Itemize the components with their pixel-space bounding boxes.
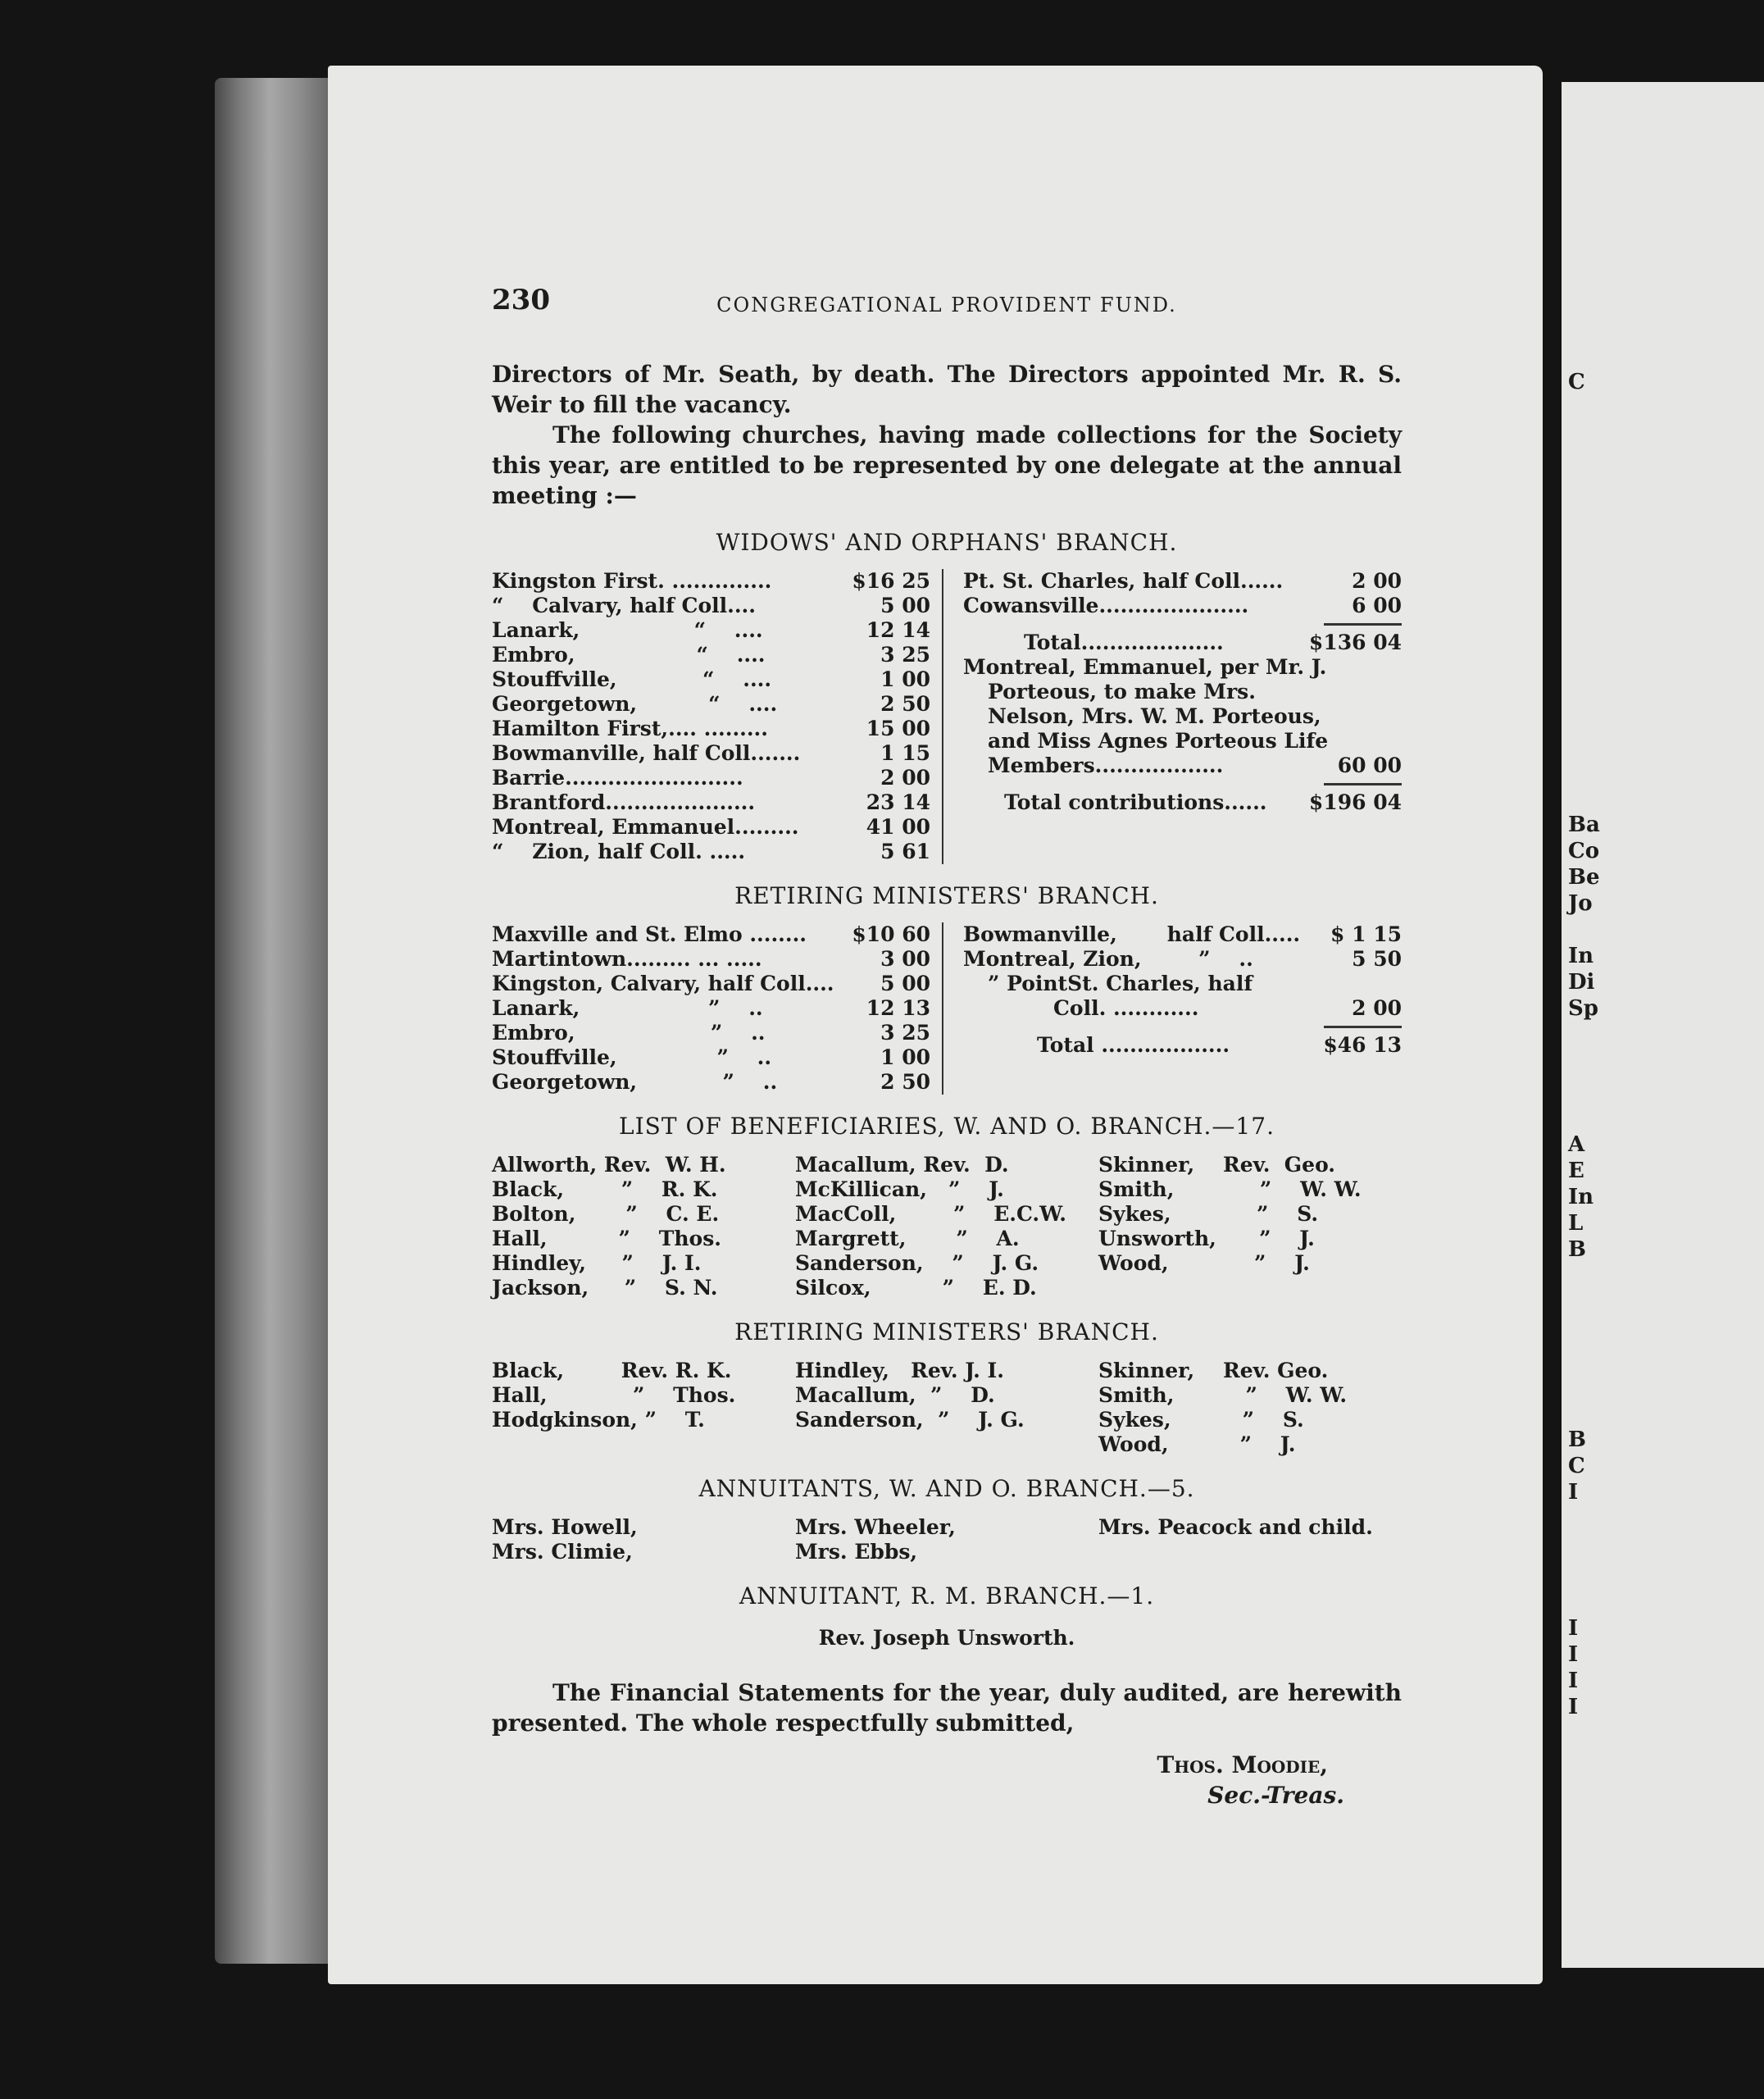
wo-right-list — [963, 569, 1402, 618]
rule — [1324, 1026, 1402, 1028]
wo-left-church: Montreal, Emmanuel......... — [492, 815, 799, 839]
facing-page-fragment: B — [1568, 1427, 1586, 1452]
rm-left-church: Maxville and St. Elmo ........ — [492, 922, 807, 946]
ben-rm-name: Macallum, ” D. — [795, 1383, 995, 1407]
wo-left-church: Stouffville, “ .... — [492, 667, 772, 691]
rm-left-amount: 12 13 — [866, 996, 930, 1020]
ben-wo-list — [492, 1153, 1402, 1300]
ben-rm-name: Wood, ” J. — [1098, 1432, 1296, 1456]
wo-grand-amount: $196 04 — [1308, 790, 1402, 814]
ben-wo-name: Hindley, ” J. I. — [492, 1251, 702, 1275]
wo-left-church: “ Calvary, half Coll.... — [492, 594, 756, 617]
rm-right-column — [943, 922, 1402, 1095]
ben-rm-name: Skinner, Rev. Geo. — [1098, 1359, 1329, 1382]
wo-left-church: “ Zion, half Coll. ..... — [492, 840, 746, 863]
rm-left-column — [492, 922, 943, 1095]
wo-contributions — [492, 569, 1402, 864]
facing-page-edge — [1562, 82, 1764, 1968]
rm-right-amount: 5 50 — [1352, 947, 1402, 971]
rm-contributions — [492, 922, 1402, 1095]
wo-right-amount: 2 00 — [1352, 569, 1402, 593]
rm-left-amount: 3 25 — [880, 1021, 930, 1045]
rm-total-amount: $46 13 — [1323, 1033, 1402, 1057]
closing-paragraph: The Financial Statements for the year, duly audited, are herewith presented. The whole respectfully submitted, — [492, 1679, 1402, 1737]
ann-wo-name: Mrs. Howell, — [492, 1515, 638, 1539]
ben-wo-name: Sykes, ” S. — [1098, 1202, 1319, 1226]
wo-left-amount: 2 50 — [880, 692, 930, 716]
wo-left-row — [492, 692, 930, 717]
facing-page-fragment: L — [1568, 1211, 1584, 1236]
rm-right3-a: ” PointSt. Charles, half — [988, 972, 1253, 995]
wo-left-amount: 41 00 — [866, 815, 930, 839]
signature-title: Sec.-Treas. — [1207, 1782, 1344, 1809]
wo-grand-label: Total contributions...... — [1004, 790, 1267, 814]
wo-left-row — [492, 766, 930, 790]
rm-right3-amount: 2 00 — [1352, 996, 1402, 1020]
facing-page-fragment: C — [1568, 370, 1585, 394]
running-head: CONGREGATIONAL PROVIDENT FUND. — [716, 294, 1177, 316]
facing-page-fragment: Ba — [1568, 813, 1600, 837]
wo-left-church: Barrie......................... — [492, 766, 743, 790]
wo-left-row — [492, 569, 930, 594]
ben-wo-name: Bolton, ” C. E. — [492, 1202, 720, 1226]
page-header — [492, 285, 1402, 359]
facing-page-fragment: Jo — [1568, 891, 1593, 916]
rm-left-row — [492, 1070, 930, 1095]
wo-left-church: Kingston First. .............. — [492, 569, 772, 593]
rm-right3-b: Coll. ............ — [1053, 996, 1199, 1020]
wo-left-row — [492, 667, 930, 692]
wo-left-amount: $16 25 — [852, 569, 930, 593]
wo-left-row — [492, 790, 930, 815]
rm-total-row — [963, 1033, 1402, 1058]
book-page — [328, 66, 1543, 1984]
ben-wo-name: Allworth, Rev. W. H. — [492, 1153, 726, 1177]
rm-left-row — [492, 922, 930, 947]
facing-page-fragment: Di — [1568, 970, 1595, 995]
rm-right-row — [963, 922, 1402, 947]
ben-rm-name: Hall, ” Thos. — [492, 1383, 736, 1407]
ben-wo-heading: LIST OF BENEFICIARIES, W. AND O. BRANCH.—17. — [619, 1113, 1275, 1140]
rm-left-amount: 3 00 — [880, 947, 930, 971]
wo-left-row — [492, 741, 930, 766]
facing-page-fragment: I — [1568, 1669, 1579, 1693]
ben-wo-name: Sanderson, ” J. G. — [795, 1251, 1039, 1275]
facing-page-fragment: In — [1568, 944, 1594, 968]
wo-left-amount: 2 00 — [880, 766, 930, 790]
wo-left-amount: 5 61 — [880, 840, 930, 863]
ben-rm-list — [492, 1359, 1402, 1457]
ann-wo-name: Mrs. Wheeler, — [795, 1515, 956, 1539]
page-content — [492, 285, 1402, 1810]
wo-special-row — [963, 655, 1402, 778]
ben-wo-name: Silcox, ” E. D. — [795, 1276, 1037, 1300]
facing-page-fragment: B — [1568, 1237, 1586, 1262]
rm-left-amount: $10 60 — [852, 922, 930, 946]
rm-left-row — [492, 972, 930, 996]
rm-right-amount: $ 1 15 — [1330, 922, 1402, 946]
facing-page-fragment: Co — [1568, 839, 1600, 863]
ben-rm-name: Black, Rev. R. K. — [492, 1359, 732, 1382]
wo-left-church: Bowmanville, half Coll....... — [492, 741, 801, 765]
intro-paragraph-2: The following churches, having made collections for the Society this year, are entitled to be represented by one delegate at the annual meeting :— — [492, 421, 1402, 509]
wo-left-church: Brantford..................... — [492, 790, 756, 814]
facing-page-fragment: In — [1568, 1185, 1594, 1209]
facing-page-fragment: I — [1568, 1642, 1579, 1667]
rm-left-church: Martintown......... ... ..... — [492, 947, 762, 971]
wo-left-church: Hamilton First,.... ......... — [492, 717, 768, 740]
wo-right-column — [943, 569, 1402, 864]
ben-rm-name — [492, 1432, 795, 1457]
ben-wo-name: Macallum, Rev. D. — [795, 1153, 1009, 1177]
ann-wo-name: Mrs. Peacock and child. — [1098, 1515, 1373, 1539]
rm-right3-row — [963, 996, 1402, 1021]
ben-wo-name: Skinner, Rev. Geo. — [1098, 1153, 1336, 1177]
rm-right-row — [963, 947, 1402, 972]
rm-left-church: Kingston, Calvary, half Coll.... — [492, 972, 834, 995]
wo-right-row — [963, 594, 1402, 618]
facing-page-fragment: C — [1568, 1454, 1585, 1478]
rule — [1324, 623, 1402, 626]
ben-wo-name: Margrett, ” A. — [795, 1227, 1020, 1250]
facing-page-fragment: I — [1568, 1695, 1579, 1719]
rm-left-church: Georgetown, ” .. — [492, 1070, 778, 1094]
rm-left-row — [492, 947, 930, 972]
ben-rm-name: Hindley, Rev. J. I. — [795, 1359, 1004, 1382]
rm-heading: RETIRING MINISTERS' BRANCH. — [734, 882, 1159, 909]
wo-left-amount: 1 15 — [880, 741, 930, 765]
rm-left-row — [492, 996, 930, 1021]
wo-left-column — [492, 569, 943, 864]
wo-left-row — [492, 643, 930, 667]
rm-right-church: Bowmanville, half Coll..... — [963, 922, 1301, 946]
ann-wo-list — [492, 1515, 1402, 1564]
rm-left-amount: 2 50 — [880, 1070, 930, 1094]
wo-left-church: Lanark, “ .... — [492, 618, 763, 642]
rm-left-row — [492, 1021, 930, 1045]
signature: Thos. Moodie, — [1157, 1751, 1328, 1778]
facing-page-fragment: Be — [1568, 865, 1600, 890]
ben-rm-name: Hodgkinson, ” T. — [492, 1408, 705, 1432]
rm-left-row — [492, 1045, 930, 1070]
wo-special-amount: 60 00 — [1337, 754, 1402, 777]
ben-wo-name: Jackson, ” S. N. — [492, 1276, 718, 1300]
wo-right-row — [963, 569, 1402, 594]
wo-left-amount: 1 00 — [880, 667, 930, 691]
ben-wo-name — [1098, 1276, 1402, 1300]
facing-page-fragment: E — [1568, 1159, 1584, 1183]
rule — [1324, 783, 1402, 785]
wo-right-amount: 6 00 — [1352, 594, 1402, 617]
wo-left-amount: 12 14 — [866, 618, 930, 642]
rm-left-church: Embro, ” .. — [492, 1021, 766, 1045]
ann-wo-heading: ANNUITANTS, W. AND O. BRANCH.—5. — [698, 1475, 1195, 1502]
rm-left-church: Lanark, ” .. — [492, 996, 763, 1020]
wo-special-text: Montreal, Emmanuel, per Mr. J. Porteous, to make Mrs. Nelson, Mrs. W. M. Porteous, and Miss Agnes Porteous Life Members.................. — [963, 655, 1329, 777]
ben-wo-name: MacColl, ” E.C.W. — [795, 1202, 1066, 1226]
facing-page-fragment: I — [1568, 1616, 1579, 1641]
ann-rm-heading: ANNUITANT, R. M. BRANCH.—1. — [739, 1582, 1155, 1610]
rm-left-amount: 1 00 — [880, 1045, 930, 1069]
ann-wo-name — [1098, 1540, 1402, 1564]
rm-total-label: Total .................. — [1037, 1033, 1230, 1057]
wo-heading: WIDOWS' AND ORPHANS' BRANCH. — [716, 529, 1178, 556]
facing-page-fragment: A — [1568, 1132, 1585, 1157]
ben-wo-name: Hall, ” Thos. — [492, 1227, 721, 1250]
wo-left-row — [492, 717, 930, 741]
wo-total-label: Total.................... — [1024, 631, 1224, 654]
ben-wo-name: McKillican, ” J. — [795, 1177, 1004, 1201]
ben-rm-name — [795, 1432, 1098, 1457]
intro-paragraph-1: Directors of Mr. Seath, by death. The Directors appointed Mr. R. S. Weir to fill the vacancy. — [492, 361, 1402, 418]
ben-wo-name: Unsworth, ” J. — [1098, 1227, 1315, 1250]
ben-wo-name: Black, ” R. K. — [492, 1177, 718, 1201]
wo-left-row — [492, 618, 930, 643]
wo-left-amount: 5 00 — [880, 594, 930, 617]
ben-rm-heading: RETIRING MINISTERS' BRANCH. — [734, 1318, 1159, 1345]
ben-wo-name: Wood, ” J. — [1098, 1251, 1310, 1275]
wo-grand-total-row — [963, 790, 1402, 815]
wo-left-church: Georgetown, “ .... — [492, 692, 778, 716]
wo-left-row — [492, 815, 930, 840]
facing-page-fragment: I — [1568, 1480, 1579, 1505]
ben-rm-name: Sanderson, ” J. G. — [795, 1408, 1025, 1432]
ann-wo-name: Mrs. Climie, — [492, 1540, 633, 1564]
page-number: 230 — [492, 284, 550, 316]
ben-rm-name: Smith, ” W. W. — [1098, 1383, 1348, 1407]
wo-left-amount: 15 00 — [866, 717, 930, 740]
wo-total-row — [963, 631, 1402, 655]
ann-wo-name: Mrs. Ebbs, — [795, 1540, 918, 1564]
wo-left-church: Embro, “ .... — [492, 643, 766, 667]
ben-wo-name: Smith, ” W. W. — [1098, 1177, 1362, 1201]
rm-right-list — [963, 922, 1402, 972]
wo-left-amount: 23 14 — [866, 790, 930, 814]
rm-right-church: Montreal, Zion, ” .. — [963, 947, 1253, 971]
wo-left-row — [492, 594, 930, 618]
wo-left-row — [492, 840, 930, 864]
ann-rm-name: Rev. Joseph Unsworth. — [818, 1626, 1075, 1650]
wo-left-amount: 3 25 — [880, 643, 930, 667]
book-edge — [215, 78, 338, 1964]
rm-left-amount: 5 00 — [880, 972, 930, 995]
wo-total-amount: $136 04 — [1308, 631, 1402, 654]
ben-rm-name: Sykes, ” S. — [1098, 1408, 1304, 1432]
facing-page-fragment: Sp — [1568, 996, 1598, 1021]
wo-right-church: Cowansville..................... — [963, 594, 1249, 617]
wo-right-church: Pt. St. Charles, half Coll...... — [963, 569, 1284, 593]
rm-left-church: Stouffville, ” .. — [492, 1045, 772, 1069]
